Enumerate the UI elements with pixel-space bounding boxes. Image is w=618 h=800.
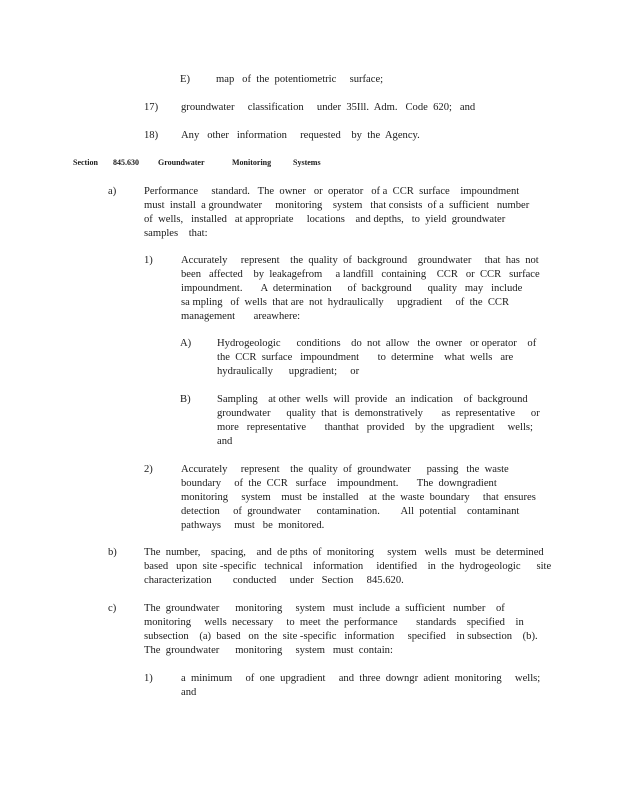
text-line: groundwater classification under 35Ill. Adm. Code 620; and — [181, 102, 476, 113]
subparagraph-B-text — [217, 393, 540, 449]
paragraph-c1-label: 1) — [144, 673, 153, 684]
section-title-word-2: Monitoring — [232, 158, 272, 167]
paragraph-a1-label: 1) — [144, 255, 153, 266]
subsection-a-text — [144, 185, 529, 241]
subparagraph-B-label: B) — [180, 394, 191, 405]
item-17-text — [181, 101, 475, 115]
text-line: a minimum of one upgradient and three downgr adient monitoring wells; — [181, 673, 541, 684]
text-line: hydraulically upgradient; or — [217, 366, 360, 377]
section-title-word-3: Systems — [293, 158, 321, 167]
subsection-c-text — [144, 602, 538, 658]
item-e-label: E) — [180, 74, 190, 85]
text-line: The groundwater monitoring system must contain: — [144, 645, 393, 656]
subsection-b-text — [144, 546, 551, 588]
text-line: been affected by leakagefrom a landfill containing CCR or CCR surface — [181, 269, 540, 280]
text-line: boundary of the CCR surface impoundment. The downgradient — [181, 478, 497, 489]
text-line: monitoring wells necessary to meet the performance standards specified in — [144, 617, 524, 628]
subsection-a-label: a) — [108, 186, 117, 197]
item-18-label: 18) — [144, 130, 159, 141]
text-line: must install a groundwater monitoring system that consists of a sufficient number — [144, 200, 530, 211]
text-line: impoundment. A determination of background quality may include — [181, 283, 523, 294]
text-line: the CCR surface impoundment to determine what wells are — [217, 352, 514, 363]
text-line: and — [217, 436, 233, 447]
text-line: monitoring system must be installed at the waste boundary that ensures — [181, 492, 536, 503]
text-line: samples that: — [144, 228, 208, 239]
text-line: sa mpling of wells that are not hydraulically upgradient of the CCR — [181, 297, 510, 308]
text-line: characterization conducted under Section 845.620. — [144, 575, 404, 586]
subsection-c-label: c) — [108, 603, 117, 614]
paragraph-c1-text — [181, 672, 540, 700]
paragraph-a2-label: 2) — [144, 464, 153, 475]
text-line: Accurately represent the quality of groundwater passing the waste — [181, 464, 509, 475]
text-line: based upon site -specific technical information identified in the hydrogeologic site — [144, 561, 552, 572]
text-line: The groundwater monitoring system must include a sufficient number of — [144, 603, 505, 614]
item-e-text — [216, 73, 383, 87]
text-line: pathways must be monitored. — [181, 520, 325, 531]
text-line: of wells, installed at appropriate locations and depths, to yield groundwater — [144, 214, 506, 225]
text-line: Hydrogeologic conditions do not allow the owner or operator of — [217, 338, 537, 349]
paragraph-a1-text — [181, 254, 540, 324]
item-18-text — [181, 129, 420, 143]
text-line: subsection (a) based on the site -specific information specified in subsection (b). — [144, 631, 538, 642]
section-number: 845.630 — [113, 158, 139, 167]
text-line: Performance standard. The owner or operator of a CCR surface impoundment — [144, 186, 520, 197]
subsection-b-label: b) — [108, 547, 117, 558]
text-line: more representative thanthat provided by the upgradient wells; — [217, 422, 533, 433]
item-17-label: 17) — [144, 102, 159, 113]
text-line: Any other information requested by the Agency. — [181, 130, 420, 141]
text-line: map of the potentiometric surface; — [216, 74, 384, 85]
text-line: management areawhere: — [181, 311, 301, 322]
subparagraph-A-text — [217, 337, 536, 379]
section-title-word-1: Groundwater — [158, 158, 205, 167]
text-line: The number, spacing, and de pths of monitoring system wells must be determined — [144, 547, 544, 558]
text-line: Sampling at other wells will provide an indication of background — [217, 394, 528, 405]
text-line: and — [181, 687, 197, 698]
section-word: Section — [73, 158, 98, 167]
subparagraph-A-label: A) — [180, 338, 192, 349]
text-line: Accurately represent the quality of background groundwater that has not — [181, 255, 539, 266]
paragraph-a2-text — [181, 463, 536, 533]
text-line: groundwater quality that is demonstratively as representative or — [217, 408, 540, 419]
text-line: detection of groundwater contamination. All potential contaminant — [181, 506, 520, 517]
